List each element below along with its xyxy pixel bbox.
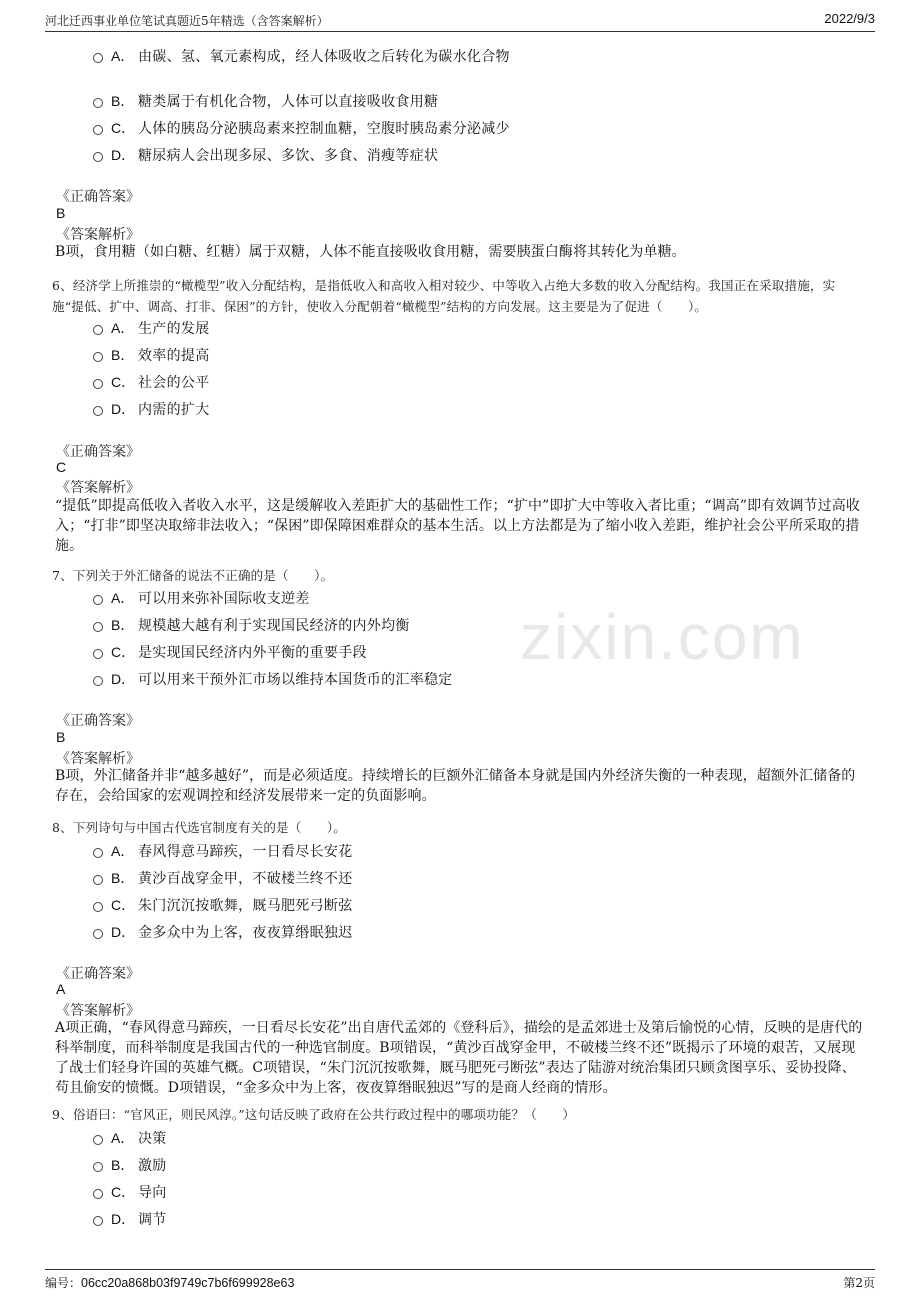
q8-answer: A bbox=[56, 981, 66, 997]
q9-option-a[interactable] bbox=[93, 1128, 167, 1148]
option-text: 糖尿病人会出现多尿、多饮、多食、消瘦等症状 bbox=[138, 148, 439, 164]
header-divider bbox=[45, 31, 875, 32]
q9-stem: 9、俗语曰：“官风正，则民风淳。”这句话反映了政府在公共行政过程中的哪项功能？（ ） bbox=[52, 1107, 576, 1122]
option-letter: D． bbox=[111, 671, 136, 687]
document-code-value: 06cc20a868b03f9749c7b6f699928e63 bbox=[81, 1276, 295, 1290]
q8-stem: 8、下列诗句与中国古代选官制度有关的是（ ）。 bbox=[52, 820, 347, 835]
q7-explanation: B项，外汇储备并非“越多越好”，而是必须适度。持续增长的巨额外汇储备本身就是国内外经济失衡的一种表现，超额外汇储备的存在，会给国家的宏观调控和经济发展带来一定的负面影响。 bbox=[55, 768, 856, 804]
q6-stem: 6、经济学上所推崇的“橄榄型”收入分配结构，是指低收入和高收入相对较少、中等收入占绝大多数的收入分配结构。我国正在采取措施，实施“提低、扩中、调高、打非、保困”的方针，使收入分配朝着“橄榄型”结构的方向发展。这主要是为了促进（ ）。 bbox=[52, 278, 836, 314]
q5-answer: B bbox=[56, 205, 66, 221]
radio-icon[interactable] bbox=[93, 848, 103, 858]
correct-answer-label: 《正确答案》 bbox=[56, 444, 140, 460]
correct-answer-label: 《正确答案》 bbox=[56, 966, 140, 982]
radio-icon[interactable] bbox=[93, 379, 103, 389]
radio-icon[interactable] bbox=[93, 929, 103, 939]
document-date: 2022/9/3 bbox=[824, 11, 875, 26]
q6-option-c[interactable] bbox=[93, 372, 210, 392]
q6-option-d[interactable] bbox=[93, 399, 210, 419]
option-letter: C． bbox=[111, 1184, 136, 1200]
q8-option-b[interactable] bbox=[93, 868, 353, 888]
option-text: 规模越大越有利于实现国民经济的内外均衡 bbox=[138, 618, 410, 634]
option-letter: A． bbox=[111, 1130, 135, 1146]
q6-option-b[interactable] bbox=[93, 345, 210, 365]
option-text: 黄沙百战穿金甲，不破楼兰终不还 bbox=[138, 871, 353, 887]
radio-icon[interactable] bbox=[93, 676, 103, 686]
option-text: 调节 bbox=[138, 1212, 167, 1228]
option-text: 是实现国民经济内外平衡的重要手段 bbox=[138, 645, 367, 661]
q5-explanation: B项，食用糖（如白糖、红糖）属于双糖，人体不能直接吸收食用糖，需要胰蛋白酶将其转化为单糖。 bbox=[55, 244, 686, 260]
option-text: 决策 bbox=[138, 1131, 167, 1147]
option-letter: A． bbox=[111, 48, 135, 64]
radio-icon[interactable] bbox=[93, 406, 103, 416]
radio-icon[interactable] bbox=[93, 1216, 103, 1226]
option-text: 内需的扩大 bbox=[138, 402, 210, 418]
option-letter: B． bbox=[111, 347, 135, 363]
q8-explanation: A项正确，“春风得意马蹄疾，一日看尽长安花”出自唐代孟郊的《登科后》，描绘的是孟郊进士及第后愉悦的心情，反映的是唐代的科举制度，而科举制度是我国古代的一种选官制度。B项错误，“黄沙百战穿金甲，不破楼兰终不还”既揭示了环境的艰苦，又展现了战士们轻身许国的英雄气概。C项错误，“朱门沉沉按歌舞，厩马肥死弓断弦”表达了陆游对统治集团只顾贪图享乐、妥协投降、苟且偷安的愤慨。D项错误，“金多众中为上客，夜夜算缗眠独迟”写的是商人经商的情形。 bbox=[55, 1020, 863, 1096]
q7-stem: 7、下列关于外汇储备的说法不正确的是（ ）。 bbox=[52, 568, 334, 583]
radio-icon[interactable] bbox=[93, 1135, 103, 1145]
document-code bbox=[45, 1274, 294, 1291]
option-letter: D． bbox=[111, 147, 136, 163]
q7-option-d[interactable] bbox=[93, 669, 453, 689]
radio-icon[interactable] bbox=[93, 595, 103, 605]
radio-icon[interactable] bbox=[93, 325, 103, 335]
option-text: 由碳、氢、氧元素构成，经人体吸收之后转化为碳水化合物 bbox=[138, 49, 510, 65]
option-text: 导向 bbox=[138, 1185, 167, 1201]
option-letter: D． bbox=[111, 924, 136, 940]
radio-icon[interactable] bbox=[93, 53, 103, 63]
option-text: 人体的胰岛分泌胰岛素来控制血糖，空腹时胰岛素分泌减少 bbox=[138, 121, 510, 137]
radio-icon[interactable] bbox=[93, 1189, 103, 1199]
watermark: zixin.com bbox=[520, 601, 805, 673]
footer-divider bbox=[45, 1269, 875, 1270]
option-letter: B． bbox=[111, 870, 135, 886]
document-title: 河北迁西事业单位笔试真题近5年精选（含答案解析） bbox=[45, 14, 329, 28]
q9-option-b[interactable] bbox=[93, 1155, 167, 1175]
radio-icon[interactable] bbox=[93, 98, 103, 108]
option-letter: C． bbox=[111, 120, 136, 136]
option-letter: A． bbox=[111, 320, 135, 336]
q7-answer: B bbox=[56, 729, 66, 745]
option-letter: D． bbox=[111, 401, 136, 417]
radio-icon[interactable] bbox=[93, 649, 103, 659]
radio-icon[interactable] bbox=[93, 1162, 103, 1172]
q9-option-c[interactable] bbox=[93, 1182, 167, 1202]
analysis-label: 《答案解析》 bbox=[56, 751, 140, 767]
option-letter: D． bbox=[111, 1211, 136, 1227]
q5-option-d[interactable] bbox=[93, 145, 438, 165]
option-text: 生产的发展 bbox=[138, 321, 210, 337]
option-letter: C． bbox=[111, 897, 136, 913]
correct-answer-label: 《正确答案》 bbox=[56, 189, 140, 205]
radio-icon[interactable] bbox=[93, 902, 103, 912]
option-letter: C． bbox=[111, 374, 136, 390]
radio-icon[interactable] bbox=[93, 352, 103, 362]
option-text: 社会的公平 bbox=[138, 375, 210, 391]
option-letter: B． bbox=[111, 93, 135, 109]
q5-option-a[interactable] bbox=[93, 46, 510, 66]
q8-option-d[interactable] bbox=[93, 922, 353, 942]
page-number: 第2页 bbox=[843, 1276, 875, 1290]
option-text: 春风得意马蹄疾，一日看尽长安花 bbox=[138, 844, 353, 860]
option-text: 金多众中为上客，夜夜算缗眠独迟 bbox=[138, 925, 353, 941]
document-code-label: 编号： bbox=[45, 1276, 82, 1290]
q9-option-d[interactable] bbox=[93, 1209, 167, 1229]
analysis-label: 《答案解析》 bbox=[56, 480, 140, 496]
option-text: 可以用来弥补国际收支逆差 bbox=[138, 591, 310, 607]
q5-option-c[interactable] bbox=[93, 118, 510, 138]
option-letter: C． bbox=[111, 644, 136, 660]
q6-explanation: “提低”即提高低收入者收入水平，这是缓解收入差距扩大的基础性工作；“扩中”即扩大中等收入者比重；“调高”即有效调节过高收入；“打非”即坚决取缔非法收入；“保困”即保障困难群众的基本生活。以上方法都是为了缩小收入差距，维护社会公平所采取的措施。 bbox=[55, 498, 860, 554]
option-text: 糖类属于有机化合物，人体可以直接吸收食用糖 bbox=[138, 94, 439, 110]
radio-icon[interactable] bbox=[93, 152, 103, 162]
option-text: 效率的提高 bbox=[138, 348, 210, 364]
option-letter: A． bbox=[111, 590, 135, 606]
radio-icon[interactable] bbox=[93, 125, 103, 135]
analysis-label: 《答案解析》 bbox=[56, 227, 140, 243]
radio-icon[interactable] bbox=[93, 622, 103, 632]
option-text: 可以用来干预外汇市场以维持本国货币的汇率稳定 bbox=[138, 672, 453, 688]
option-letter: A． bbox=[111, 843, 135, 859]
option-text: 激励 bbox=[138, 1158, 167, 1174]
q6-option-a[interactable] bbox=[93, 318, 210, 338]
q8-option-c[interactable] bbox=[93, 895, 353, 915]
option-text: 朱门沉沉按歌舞，厩马肥死弓断弦 bbox=[138, 898, 353, 914]
option-letter: B． bbox=[111, 1157, 135, 1173]
correct-answer-label: 《正确答案》 bbox=[56, 713, 140, 729]
q5-option-b[interactable] bbox=[93, 91, 438, 111]
q7-option-b[interactable] bbox=[93, 615, 410, 635]
q7-option-c[interactable] bbox=[93, 642, 367, 662]
radio-icon[interactable] bbox=[93, 875, 103, 885]
q7-option-a[interactable] bbox=[93, 588, 310, 608]
option-letter: B． bbox=[111, 617, 135, 633]
q8-option-a[interactable] bbox=[93, 841, 353, 861]
analysis-label: 《答案解析》 bbox=[56, 1003, 140, 1019]
q6-answer: C bbox=[56, 459, 67, 475]
